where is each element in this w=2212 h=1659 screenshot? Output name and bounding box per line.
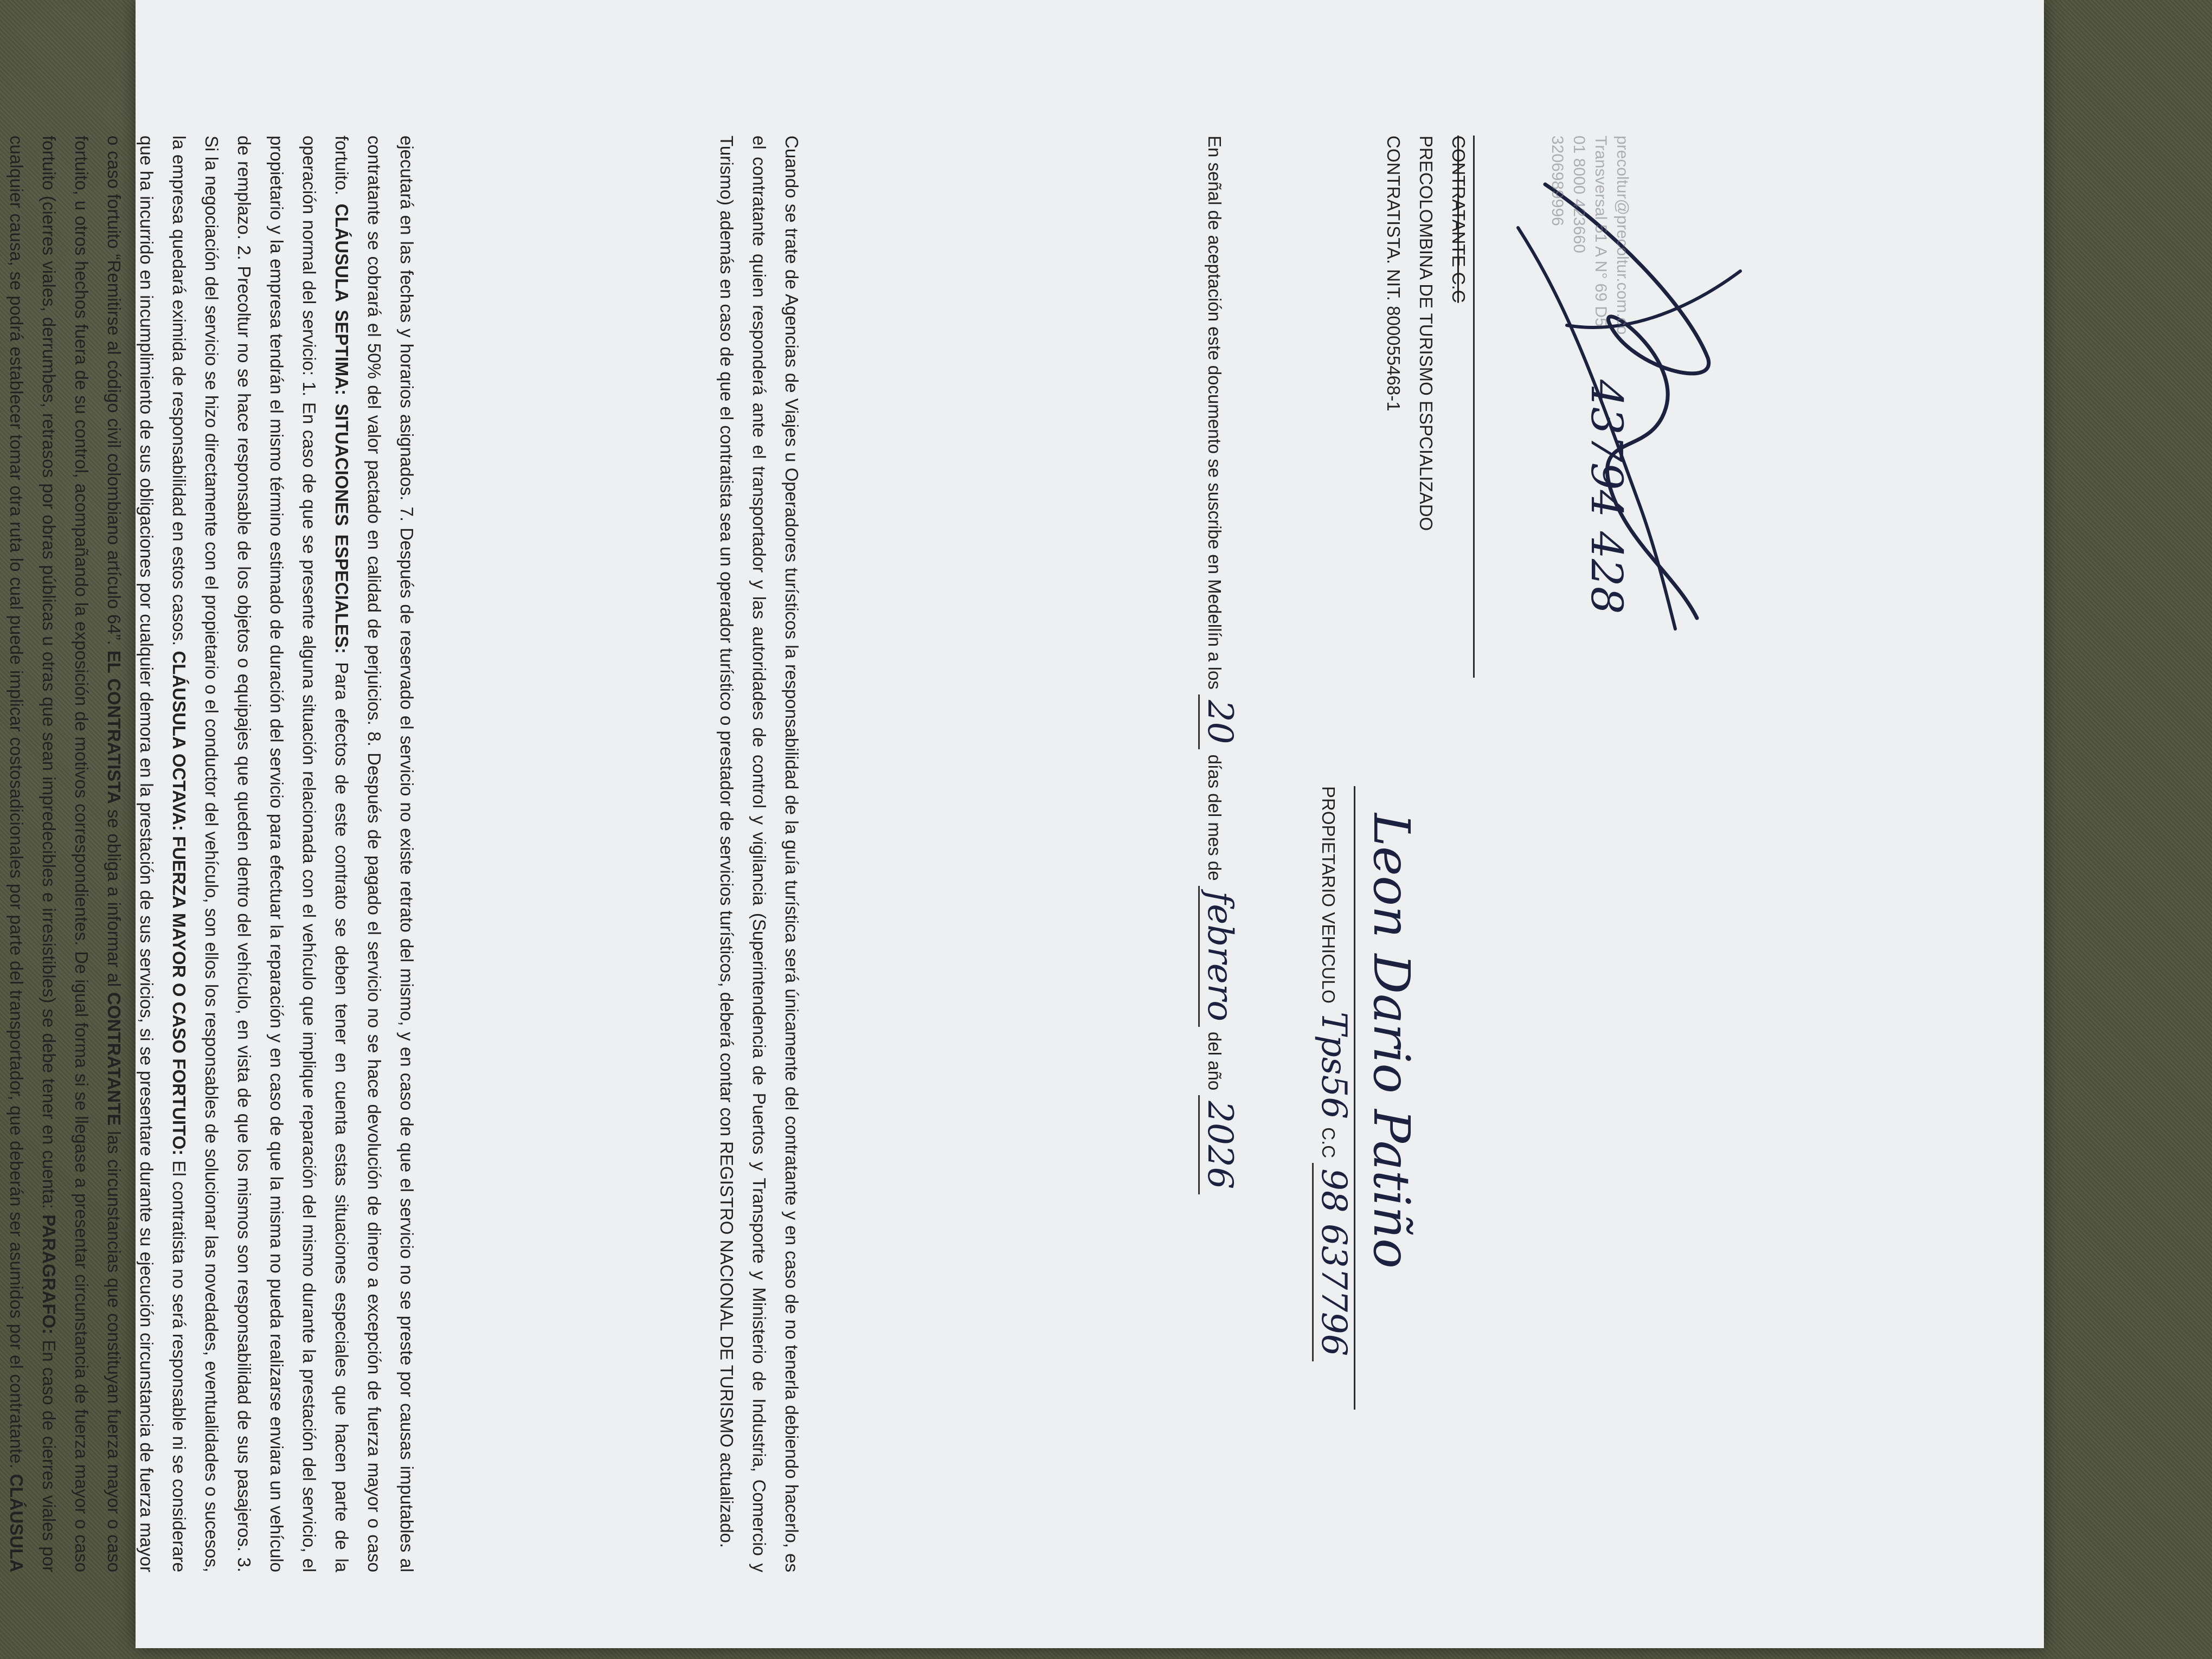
contratante-id-handwritten: 43794 428 [1581,380,1632,614]
contratante-label: CONTRATANTE C.C [1449,136,1469,303]
owner-label-row [1314,786,1354,1361]
contratante-signature [1491,163,1773,651]
handwritten-owner-cc: 98 637796 [1312,1163,1354,1361]
contract-page [7,0,2044,1648]
document-sheet [7,0,2044,1648]
acceptance-text: días del mes de [1205,754,1225,881]
footer-phone-2: 01 8000 423660 [1570,136,1588,253]
tourism-paragraph [710,136,808,1572]
party-label: CONTRATANTE [104,992,124,1126]
owner-cc-label: C.C [1319,1127,1339,1159]
contratante-signature-line [1473,136,1475,678]
contratista-nit: CONTRATISTA. NIT. 800055468-1 [1384,136,1404,411]
clause-text: ejecutará en las fechas y horarios asignados. 7. Después de reservado el servicio no existe retrato del mismo, y en caso de que el servicio no se preste por causas imputables al contratante se cobrará el 50% del valor pactado en calidad de perjuicios. 8. Después de pagado el servicio no se hace devolución de dinero a excepción de fuerza mayor o caso fortuito. [332,136,417,1572]
contract-clauses [0,136,423,1572]
acceptance-text: En señal de aceptación este documento se suscribe en Medellín a los [1205,136,1225,690]
owner-name-handwritten: Leon Dario Patiño [1362,813,1420,1269]
clause-title: CLÁUSULA SEPTIMA: SITUACIONES ESPECIALES: [332,203,352,654]
clause-text: En caso de cierres viales por cualquier causa, se podrá establecer tomar otra ruta lo cual puede implicar costosadicionales por parte del transportador, que deberán ser asumidos por el contratante. [7,136,59,1573]
clause-text: Cuando se trate de Agencias de Viajes u Operadores turísticos la responsabilidad de la guía turística será únicamente del contratante y en caso de no tenerla debiendo hacerlo, es el contratante quien responderá ante el transportador y las autoridades de control y vigilancia (Superintendencia de Puertos y Transporte y Ministerio de Industria, Comercio y Turismo) además en caso de que el contratista sea un operador turístico o prestador de servicios turísticos, deberá contar con REGISTRO NACIONAL DE TURISMO actualizado. [717,136,802,1572]
footer-phone: 3206989996 [1548,136,1566,226]
clause-text: se obliga a informar al [104,809,124,987]
acceptance-line [1200,136,1240,1194]
owner-label: PROPIETARIO VEHICULO [1319,786,1339,1004]
clause-title: PARAGRAFO: [39,1214,59,1335]
handwritten-month: febrero [1198,886,1240,1027]
party-label: EL CONTRATISTA [104,650,124,804]
acceptance-text: del año [1205,1032,1225,1091]
contratista-company: PRECOLOMBINA DE TURISMO ESPCIALIZADO [1416,136,1436,531]
handwritten-year: 2026 [1198,1095,1240,1194]
footer-address: Transversal 51 A N° 69 D5 [1592,136,1610,327]
clause-title: CLÁUSULA OCTAVA: FUERZA MAYOR O CASO FORTUITO: [169,651,189,1156]
handwritten-day: 20 [1198,695,1240,749]
clause-text: las circunstancias que constituyan fuerza mayor o caso fortuito, u otros hechos fuera de su control, acompañando la exposición de motivos correspondientes. De igual forma si se llegase a presentar circunstancia de fuerza mayor o caso fortuito (cierres viales, derrumbes, retrasos por obras públicas u otras que sean impredecibles e irresistibles) se debe tener en cuenta: [39,136,124,1572]
clause-text: El contratista no será responsable ni se considerare que ha incurrido en incumplimiento de sus obligaciones por cualquier demora en la prestación de sus servicios, si se presentare durante su ejecución circunstancia de fuerza mayor o caso fortuito “Remitirse al código civil colombiano artículo 64”. [104,136,189,1573]
handwritten-plate: Tps56 [1314,1012,1354,1120]
footer-email: precoltur@precoltur.com.co [1613,136,1631,335]
owner-signature-line [1354,786,1355,1410]
clause-title: CLÁUSULA [7,1474,27,1572]
clause-text: Para efectos de este contrato se deben tener en cuenta estas situaciones especiales que hacen parte de la operación normal del servicio: 1. En caso de que se presente alguna situación relacionada con el vehículo que implique reparación del mismo durante la prestación del servicio, el propietario y la empresa tendrán el mismo término estimado de duración del servicio para efectuar la reparación y en caso de que la misma no pueda realizarse enviara un vehículo de remplazo. 2. Precoltur no se hace responsable de los objetos o equipajes que queden dentro del vehículo, en vista de que los mismos son responsabilidad de sus pasajeros. 3. Si la negociación del servicio se hizo directamente con el propietario o el conductor del vehículo, son ellos los responsables de solucionar las novedades, eventualidades o sucesos, la empresa quedará eximida de responsabilidad en estos casos. [169,136,352,1573]
